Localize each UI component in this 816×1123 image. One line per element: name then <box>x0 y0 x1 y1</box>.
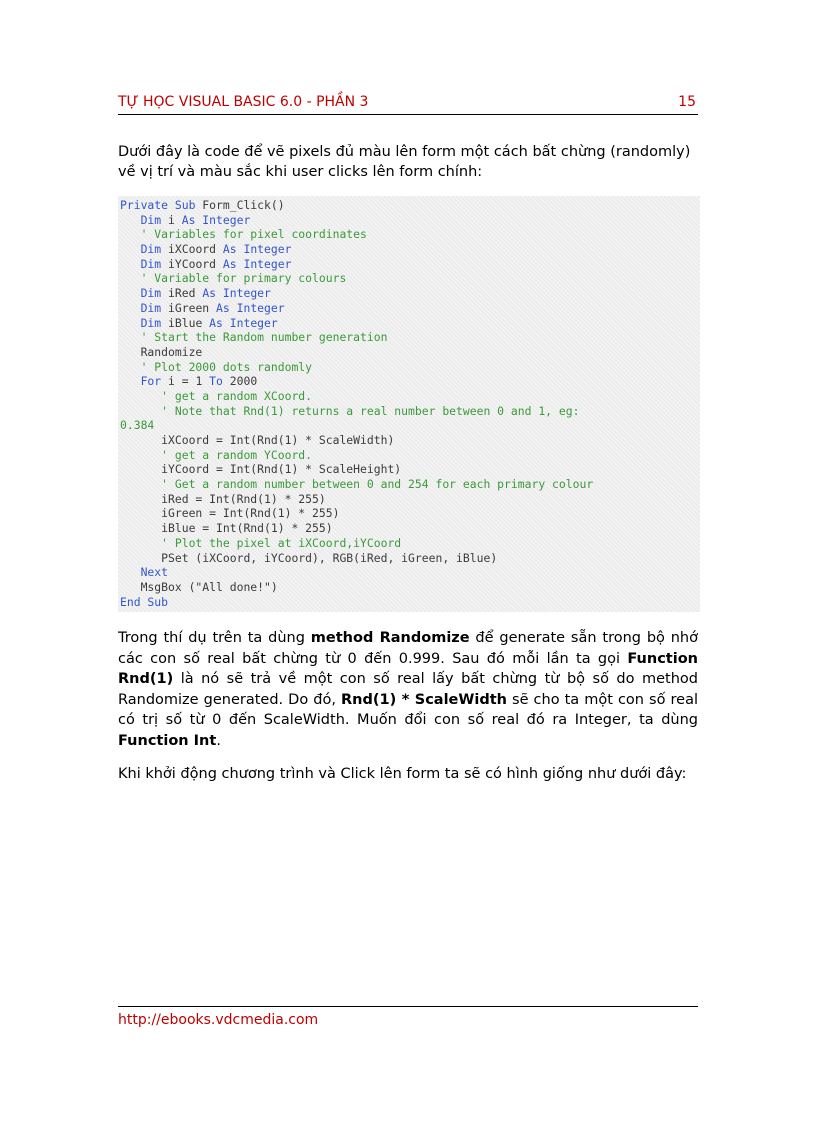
code-keyword: Dim <box>140 212 162 227</box>
intro-paragraph: Dưới đây là code để vẽ pixels đủ màu lên form một cách bất chừng (randomly) về vị trí và màu sắc khi user clicks lên form chính: <box>118 144 691 180</box>
para-text-5: . <box>216 732 221 749</box>
code-text <box>120 316 141 330</box>
code-text: iGreen = Int(Rnd(1) * 255) <box>120 506 340 521</box>
code-line <box>120 580 698 595</box>
code-line <box>120 374 698 389</box>
code-text: Form_Click() <box>195 198 285 212</box>
code-comment: ' Plot the pixel at iXCoord,iYCoord <box>120 535 402 550</box>
code-line <box>120 448 698 463</box>
para-bold-scalewidth: Rnd(1) * ScaleWidth <box>341 691 507 708</box>
code-comment: ' get a random YCoord. <box>120 447 313 462</box>
code-line <box>120 316 698 331</box>
code-comment: ' Variable for primary colours <box>120 271 347 286</box>
code-line <box>120 404 698 419</box>
code-comment: ' Note that Rnd(1) returns a real number between 0 and 1, eg: <box>120 403 580 418</box>
footer-url[interactable]: http://ebooks.vdcmedia.com <box>118 1012 319 1028</box>
code-line <box>120 345 698 360</box>
code-line <box>120 198 698 213</box>
para-text-1: Trong thí dụ trên ta dùng <box>118 630 311 646</box>
code-keyword: As Integer <box>216 300 285 315</box>
code-text: MsgBox ("All done!") <box>120 579 278 594</box>
code-text: i = 1 <box>161 374 210 389</box>
code-line <box>120 301 698 316</box>
code-line <box>120 360 698 375</box>
code-text: iRed = Int(Rnd(1) * 255) <box>120 491 326 506</box>
code-line <box>120 286 698 301</box>
code-keyword: Dim <box>140 242 162 257</box>
code-comment: 0.384 <box>120 418 155 433</box>
code-line <box>120 595 698 610</box>
code-keyword: Dim <box>140 315 162 330</box>
code-comment: ' Get a random number between 0 and 254 for each primary colour <box>120 477 594 492</box>
code-line <box>120 551 698 566</box>
code-line <box>120 521 698 536</box>
page-footer <box>118 1006 698 1028</box>
code-line <box>120 462 698 477</box>
code-text <box>120 301 141 315</box>
code-comment: ' Plot 2000 dots randomly <box>120 359 313 374</box>
para-bold-int: Function Int <box>118 732 217 749</box>
code-keyword: As Integer <box>222 242 292 257</box>
code-line <box>120 433 698 448</box>
code-comment: ' Variables for pixel coordinates <box>120 227 367 242</box>
code-keyword: As Integer <box>209 315 278 330</box>
code-text: iYCoord <box>161 256 223 271</box>
page-number: 15 <box>678 94 696 110</box>
code-text <box>120 257 141 271</box>
code-line <box>120 536 698 551</box>
code-text: i <box>161 212 182 227</box>
code-line <box>120 271 698 286</box>
code-keyword: As Integer <box>181 212 251 227</box>
code-keyword: For <box>140 374 162 389</box>
code-line <box>120 418 698 433</box>
page-header <box>118 92 698 115</box>
code-text: iRed <box>161 286 203 301</box>
code-text: iGreen <box>161 300 217 315</box>
code-text: iBlue = Int(Rnd(1) * 255) <box>120 521 333 536</box>
code-line <box>120 227 698 242</box>
code-text: Randomize <box>120 344 203 359</box>
code-keyword: Private Sub <box>120 198 196 212</box>
code-text: PSet (iXCoord, iYCoord), RGB(iRed, iGreen, iBlue) <box>120 550 498 565</box>
code-keyword: Next <box>140 565 169 580</box>
closing-paragraph: Khi khởi động chương trình và Click lên form ta sẽ có hình giống như dưới đây: <box>118 766 687 782</box>
code-text <box>120 374 141 388</box>
code-keyword: Dim <box>140 286 162 301</box>
code-keyword: As Integer <box>202 286 271 301</box>
para-bold-randomize: method Randomize <box>310 630 470 646</box>
code-line <box>120 506 698 521</box>
code-text: iXCoord = Int(Rnd(1) * ScaleWidth) <box>120 433 395 447</box>
code-line <box>120 257 698 272</box>
para-text-2: để generate sẵn trong bộ nhớ các con số real bất chừng từ 0 đến 0.999. Sau đó mỗi lần ta gọi <box>118 630 698 667</box>
para-text-3: là nó sẽ trả về một con số real lấy bất chừng từ bộ số do method Randomize generated. Do đó, <box>118 671 698 708</box>
code-line <box>120 477 698 492</box>
code-keyword: Dim <box>140 256 162 271</box>
code-text <box>120 242 141 256</box>
code-keyword: As Integer <box>222 256 292 271</box>
code-comment: ' Start the Random number generation <box>120 330 388 345</box>
code-text: iYCoord = Int(Rnd(1) * ScaleHeight) <box>120 462 402 477</box>
code-keyword: End Sub <box>120 594 169 609</box>
header-title: TỰ HỌC VISUAL BASIC 6.0 - PHẦN 3 <box>118 94 369 110</box>
code-comment: ' get a random XCoord. <box>120 388 313 403</box>
code-line <box>120 330 698 345</box>
code-text: 2000 <box>222 374 258 389</box>
code-block <box>118 196 700 612</box>
para-text-4: sẽ cho ta một con số real có trị số từ 0 đến ScaleWidth. Muốn đổi con số real đó ra Integer, ta dùng <box>118 691 698 728</box>
code-text: iBlue <box>161 315 210 330</box>
para-bold-rnd: Function Rnd(1) <box>118 650 698 687</box>
code-line <box>120 492 698 507</box>
code-text <box>120 213 141 227</box>
code-text <box>120 565 141 579</box>
code-text <box>120 286 141 300</box>
code-line <box>120 242 698 257</box>
code-text: iXCoord <box>161 242 223 257</box>
code-line <box>120 213 698 228</box>
code-keyword: Dim <box>140 300 162 315</box>
code-line <box>120 565 698 580</box>
code-keyword: To <box>209 374 223 389</box>
explanation-paragraph <box>118 628 698 751</box>
code-line <box>120 389 698 404</box>
